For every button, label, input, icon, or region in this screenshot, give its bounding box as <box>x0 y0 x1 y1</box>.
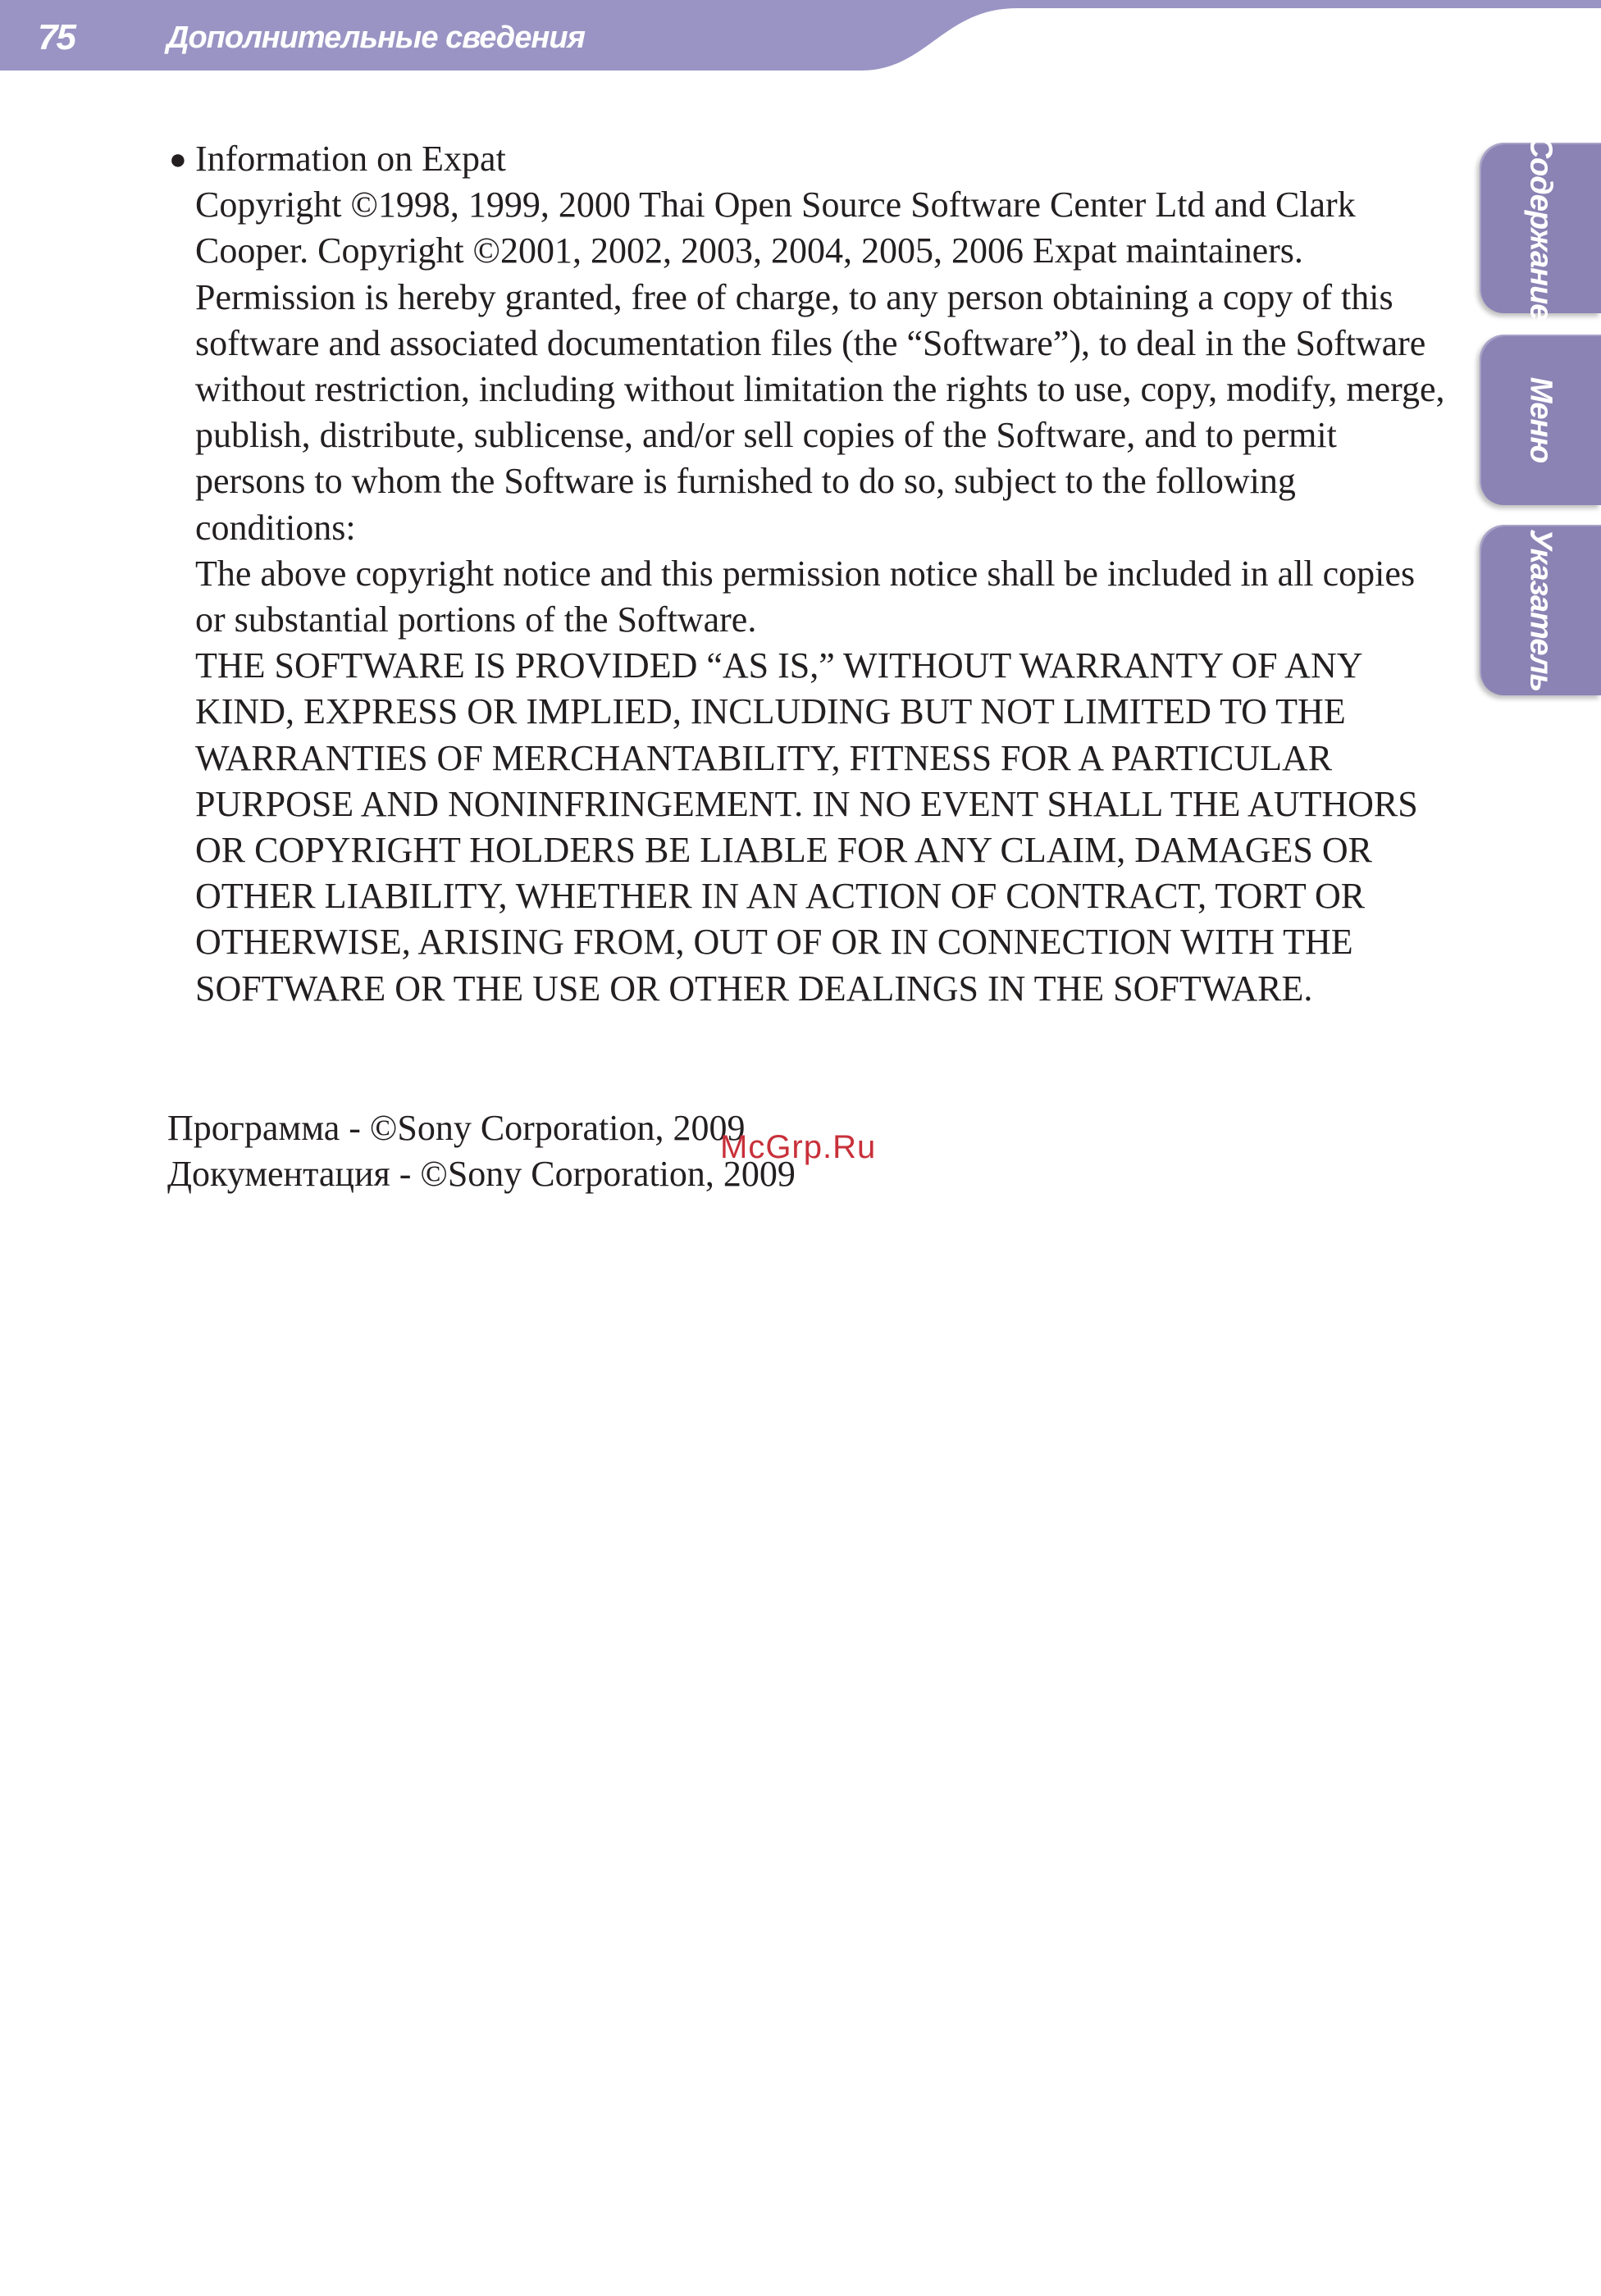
tab-menu-label: Меню <box>1523 376 1558 463</box>
watermark: McGrp.Ru <box>720 1129 877 1165</box>
copyright-paragraph: Copyright ©1998, 1999, 2000 Thai Open Source Software Center Ltd and Clark Cooper. Copyright ©2001, 2002, 2003, 2004, 2005, 2006 Expat maintainers. Permission is hereby granted, free of charge, to any person obtaining a copy of this software and associated documentation files (the “Software”), to deal in the Software without restriction, including without limitation the rights to use, copy, modify, merge, publish, distribute, sublicense, and/or sell copies of the Software, and to permit persons to whom the Software is furnished to do so, subject to the following conditions: <box>195 184 1445 548</box>
section-title: Дополнительные сведения <box>166 20 585 55</box>
expat-info-item <box>167 136 1447 1012</box>
warranty-paragraph: THE SOFTWARE IS PROVIDED “AS IS,” WITHOUT WARRANTY OF ANY KIND, EXPRESS OR IMPLIED, INCLUDING BUT NOT LIMITED TO THE WARRANTIES OF MERCHANTABILITY, FITNESS FOR A PARTICULAR PURPOSE AND NONINFRINGEMENT. IN NO EVENT SHALL THE AUTHORS OR COPYRIGHT HOLDERS BE LIABLE FOR ANY CLAIM, DAMAGES OR OTHER LIABILITY, WHETHER IN AN ACTION OF CONTRACT, TORT OR OTHERWISE, ARISING FROM, OUT OF OR IN CONNECTION WITH THE SOFTWARE OR THE USE OR OTHER DEALINGS IN THE SOFTWARE. <box>195 645 1418 1009</box>
program-credit: Программа - ©Sony Corporation, 2009 <box>167 1108 746 1148</box>
page-header <box>0 0 1601 71</box>
notice-paragraph: The above copyright notice and this permission notice shall be included in all copies or substantial portions of the Software. <box>195 553 1416 640</box>
documentation-credit: Документация - ©Sony Corporation, 2009 <box>167 1154 796 1195</box>
bullet-title: Information on Expat <box>195 139 506 179</box>
tab-contents[interactable] <box>1480 135 1601 321</box>
bullet-icon: ● <box>169 143 187 175</box>
page-number: 75 <box>38 17 75 57</box>
main-content <box>167 136 1447 1012</box>
credits <box>167 1105 796 1197</box>
tab-index-label: Указатель <box>1523 528 1558 692</box>
tab-contents-label: Содержание <box>1523 135 1558 321</box>
tab-menu[interactable] <box>1480 335 1601 505</box>
tab-index[interactable] <box>1480 525 1601 695</box>
